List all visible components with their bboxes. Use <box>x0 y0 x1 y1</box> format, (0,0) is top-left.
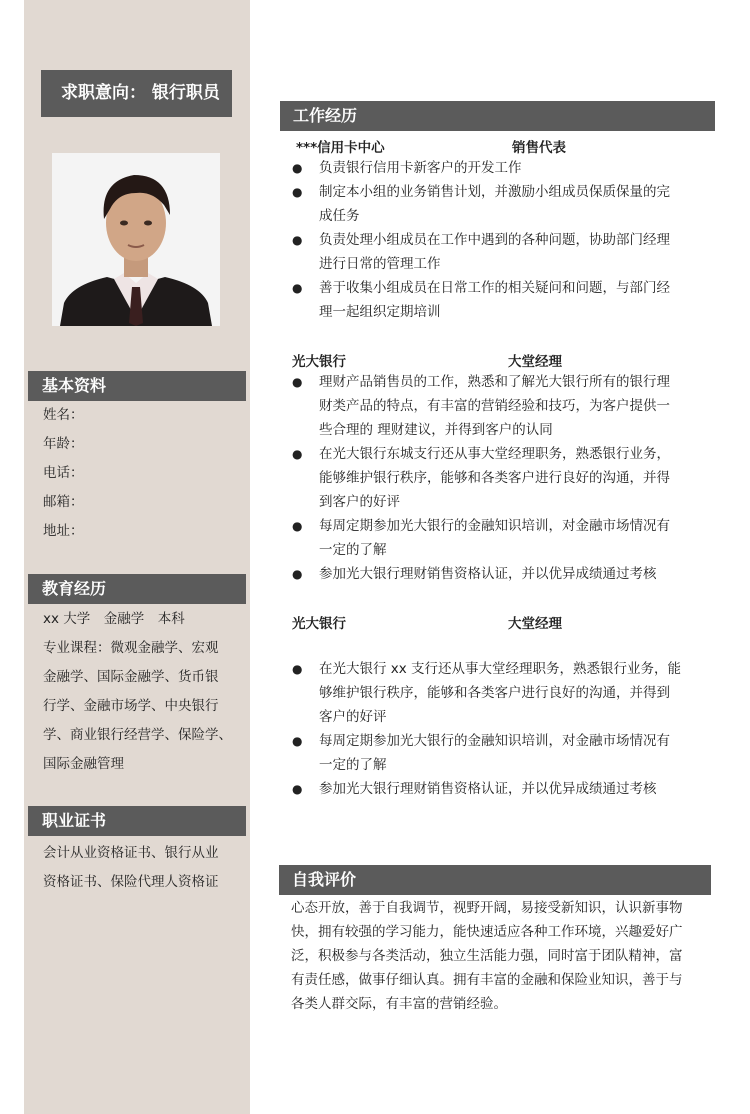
job-header <box>292 350 562 370</box>
bullet-icon: ● <box>292 519 303 533</box>
bullet-line: 客户的好评 <box>319 709 387 725</box>
job-header <box>292 612 562 632</box>
bullet-line: 一定的了解 <box>319 757 387 773</box>
bullet-line: 在光大银行东城支行还从事大堂经理职务，熟悉银行业务， <box>319 446 670 462</box>
education-line: 学、商业银行经营学、保险学、 <box>43 727 232 743</box>
job-title: 大堂经理 <box>508 616 562 632</box>
job-bullet <box>292 729 692 777</box>
certificates-heading: 职业证书 <box>28 806 246 836</box>
job-bullet <box>292 156 692 180</box>
field-age-label: 年龄： <box>43 436 84 452</box>
self-evaluation-heading: 自我评价 <box>279 865 711 895</box>
self-evaluation-line: 有责任感，做事仔细认真。拥有丰富的金融和保险业知识，善于与 <box>291 972 683 988</box>
job-title: 大堂经理 <box>508 354 562 370</box>
job-bullet <box>292 180 692 228</box>
job-bullet <box>292 276 692 324</box>
bullet-icon: ● <box>292 447 303 461</box>
bullet-icon: ● <box>292 185 303 199</box>
job-bullet <box>292 228 692 276</box>
certificate-line: 资格证书、保险代理人资格证 <box>43 874 219 890</box>
bullet-line: 能够维护银行秩序，能够和各类客户进行良好的沟通，并得 <box>319 470 670 486</box>
education-line: 国际金融管理 <box>43 756 124 772</box>
bullet-line: 在光大银行 xx 支行还从事大堂经理职务，熟悉银行业务，能 <box>319 661 682 677</box>
education-text <box>43 605 232 779</box>
basic-info-fields <box>43 401 84 546</box>
job-bullet <box>292 442 692 514</box>
job-bullet <box>292 562 692 586</box>
job-company: 光大银行 <box>292 616 346 632</box>
bullet-line: 理财产品销售员的工作，熟悉和了解光大银行所有的银行理 <box>319 374 670 390</box>
bullet-line: 到客户的好评 <box>319 494 400 510</box>
job-bullet <box>292 370 692 442</box>
work-experience-heading: 工作经历 <box>280 101 715 131</box>
bullet-line: 制定本小组的业务销售计划，并激励小组成员保质保量的完 <box>319 184 670 200</box>
bullet-line: 每周定期参加光大银行的金融知识培训，对金融市场情况有 <box>319 518 670 534</box>
bullet-icon: ● <box>292 375 303 389</box>
education-line: xx 大学 金融学 本科 <box>43 611 185 627</box>
job-bullet <box>292 777 692 801</box>
bullet-line: 进行日常的管理工作 <box>319 256 441 272</box>
job-intent-banner: 求职意向： 银行职员 <box>41 70 232 117</box>
bullet-line: 每周定期参加光大银行的金融知识培训，对金融市场情况有 <box>319 733 670 749</box>
bullet-line: 参加光大银行理财销售资格认证，并以优异成绩通过考核 <box>319 566 657 582</box>
job-bullet <box>292 514 692 562</box>
field-name-label: 姓名： <box>43 407 84 423</box>
education-line: 行学、金融市场学、中央银行 <box>43 698 219 714</box>
bullet-line: 善于收集小组成员在日常工作的相关疑问和问题，与部门经 <box>319 280 670 296</box>
job-company: ***信用卡中心 <box>296 140 385 156</box>
job-bullet <box>292 657 692 729</box>
bullet-line: 负责银行信用卡新客户的开发工作 <box>319 160 522 176</box>
bullet-icon: ● <box>292 161 303 175</box>
bullet-line: 理一起组织定期培训 <box>319 304 441 320</box>
job-header <box>296 136 566 156</box>
bullet-line: 成任务 <box>319 208 360 224</box>
education-line: 金融学、国际金融学、货币银 <box>43 669 219 685</box>
field-email-label: 邮箱： <box>43 494 84 510</box>
profile-photo <box>52 153 220 326</box>
bullet-icon: ● <box>292 734 303 748</box>
bullet-icon: ● <box>292 567 303 581</box>
bullet-line: 些合理的 理财建议，并得到客户的认同 <box>319 422 553 438</box>
self-evaluation-text <box>291 896 695 1016</box>
bullet-icon: ● <box>292 662 303 676</box>
field-phone-label: 电话： <box>43 465 84 481</box>
bullet-line: 负责处理小组成员在工作中遇到的各种问题，协助部门经理 <box>319 232 670 248</box>
bullet-line: 参加光大银行理财销售资格认证，并以优异成绩通过考核 <box>319 781 657 797</box>
field-address-label: 地址： <box>43 523 84 539</box>
job-company: 光大银行 <box>292 354 346 370</box>
bullet-line: 够维护银行秩序，能够和各类客户进行良好的沟通，并得到 <box>319 685 670 701</box>
certificates-text <box>43 839 219 897</box>
basic-info-heading: 基本资料 <box>28 371 246 401</box>
bullet-line: 财类产品的特点，有丰富的营销经验和技巧，为客户提供一 <box>319 398 670 414</box>
bullet-icon: ● <box>292 782 303 796</box>
education-line: 专业课程：微观金融学、宏观 <box>43 640 219 656</box>
bullet-line: 一定的了解 <box>319 542 387 558</box>
self-evaluation-line: 泛，积极参与各类活动，独立生活能力强，同时富于团队精神，富 <box>291 948 683 964</box>
certificate-line: 会计从业资格证书、银行从业 <box>43 845 219 861</box>
self-evaluation-line: 心态开放，善于自我调节，视野开阔，易接受新知识，认识新事物 <box>291 900 683 916</box>
bullet-icon: ● <box>292 233 303 247</box>
job-title: 销售代表 <box>512 140 566 156</box>
bullet-icon: ● <box>292 281 303 295</box>
portrait-image <box>52 153 220 326</box>
self-evaluation-line: 快，拥有较强的学习能力，能快速适应各种工作环境，兴趣爱好广 <box>291 924 683 940</box>
education-heading: 教育经历 <box>28 574 246 604</box>
self-evaluation-line: 各类人群交际，有丰富的营销经验。 <box>291 996 507 1012</box>
